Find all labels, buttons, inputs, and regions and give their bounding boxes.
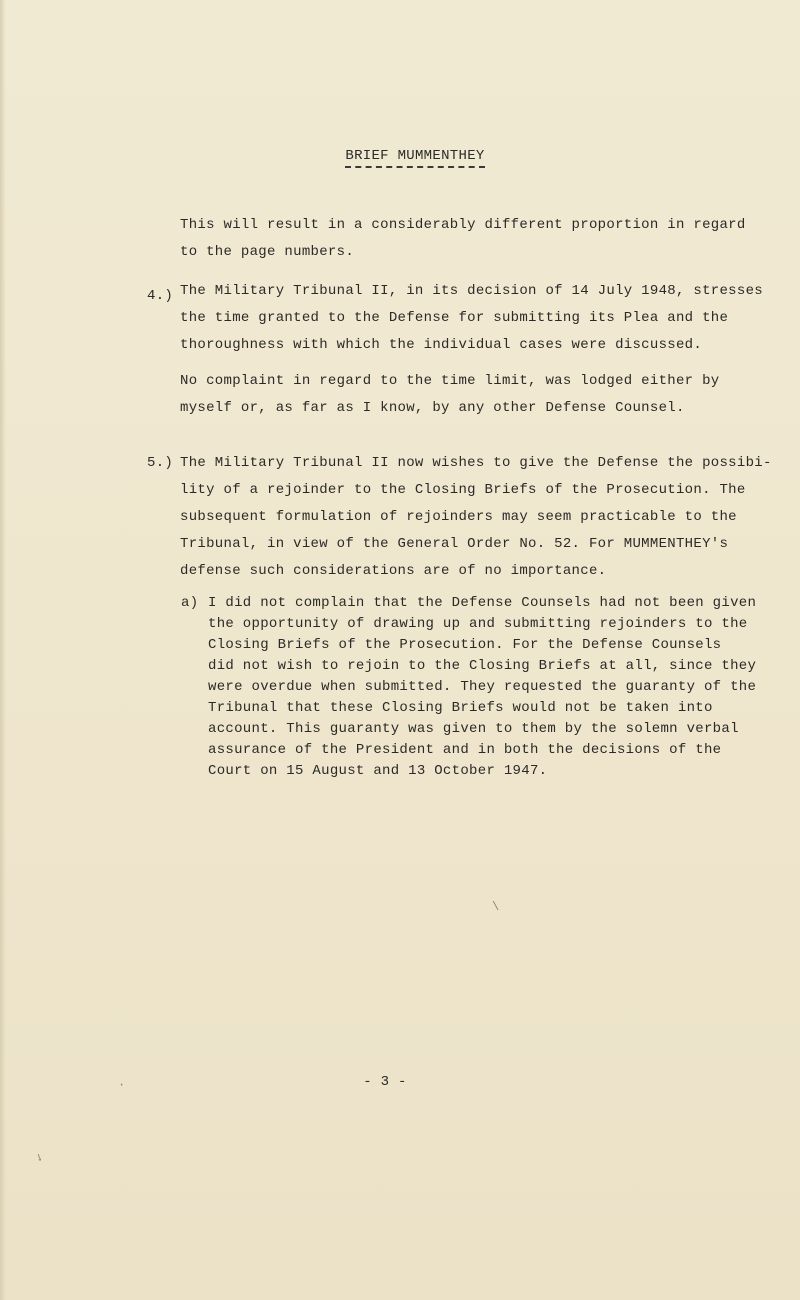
text-line: myself or, as far as I know, by any other Defense Counsel. [180, 400, 685, 416]
text-line: The Military Tribunal II, in its decision of 14 July 1948, stresses [180, 283, 763, 299]
text-line: Court on 15 August and 13 October 1947. [208, 763, 548, 779]
item-4-followup [180, 368, 719, 422]
page-title: BRIEF MUMMENTHEY [345, 148, 484, 168]
text-line: The Military Tribunal II now wishes to give the Defense the possibi- [180, 455, 772, 471]
item-4-paragraph [180, 278, 763, 359]
text-line: defense such considerations are of no importance. [180, 563, 607, 579]
text-line: lity of a rejoinder to the Closing Briefs of the Prosecution. The [180, 482, 746, 498]
document-header [0, 148, 800, 168]
stray-mark: · [118, 1078, 126, 1092]
sub-item-a-paragraph [208, 593, 756, 782]
text-line: the opportunity of drawing up and submitting rejoinders to the [208, 616, 748, 632]
page-number: - 3 - [363, 1074, 407, 1090]
stray-mark: ✓ [32, 1150, 49, 1165]
text-line: Tribunal that these Closing Briefs would not be taken into [208, 700, 713, 716]
sub-item-a-label: a) [181, 595, 199, 611]
text-line: assurance of the President and in both the decisions of the [208, 742, 722, 758]
text-line: account. This guaranty was given to them by the solemn verbal [208, 721, 739, 737]
text-line: thoroughness with which the individual cases were discussed. [180, 337, 703, 353]
text-line: to the page numbers. [180, 244, 355, 260]
text-line: were overdue when submitted. They requested the guaranty of the [208, 679, 757, 695]
text-line: I did not complain that the Defense Counsels had not been given [208, 595, 757, 611]
text-line: Closing Briefs of the Prosecution. For the Defense Counsels [208, 637, 722, 653]
text-line: This will result in a considerably different proportion in regard [180, 217, 746, 233]
text-line: No complaint in regard to the time limit, was lodged either by [180, 373, 720, 389]
text-line: the time granted to the Defense for submitting its Plea and the [180, 310, 729, 326]
stray-mark: \ [492, 900, 500, 914]
item-4-number: 4.) [147, 288, 174, 304]
intro-paragraph [180, 212, 746, 266]
item-5-paragraph [180, 450, 772, 585]
text-line: did not wish to rejoin to the Closing Briefs at all, since they [208, 658, 757, 674]
page-edge-shadow [0, 0, 6, 1300]
item-5-number: 5.) [147, 455, 174, 471]
text-line: subsequent formulation of rejoinders may seem practicable to the [180, 509, 737, 525]
text-line: Tribunal, in view of the General Order No. 52. For MUMMENTHEY's [180, 536, 729, 552]
